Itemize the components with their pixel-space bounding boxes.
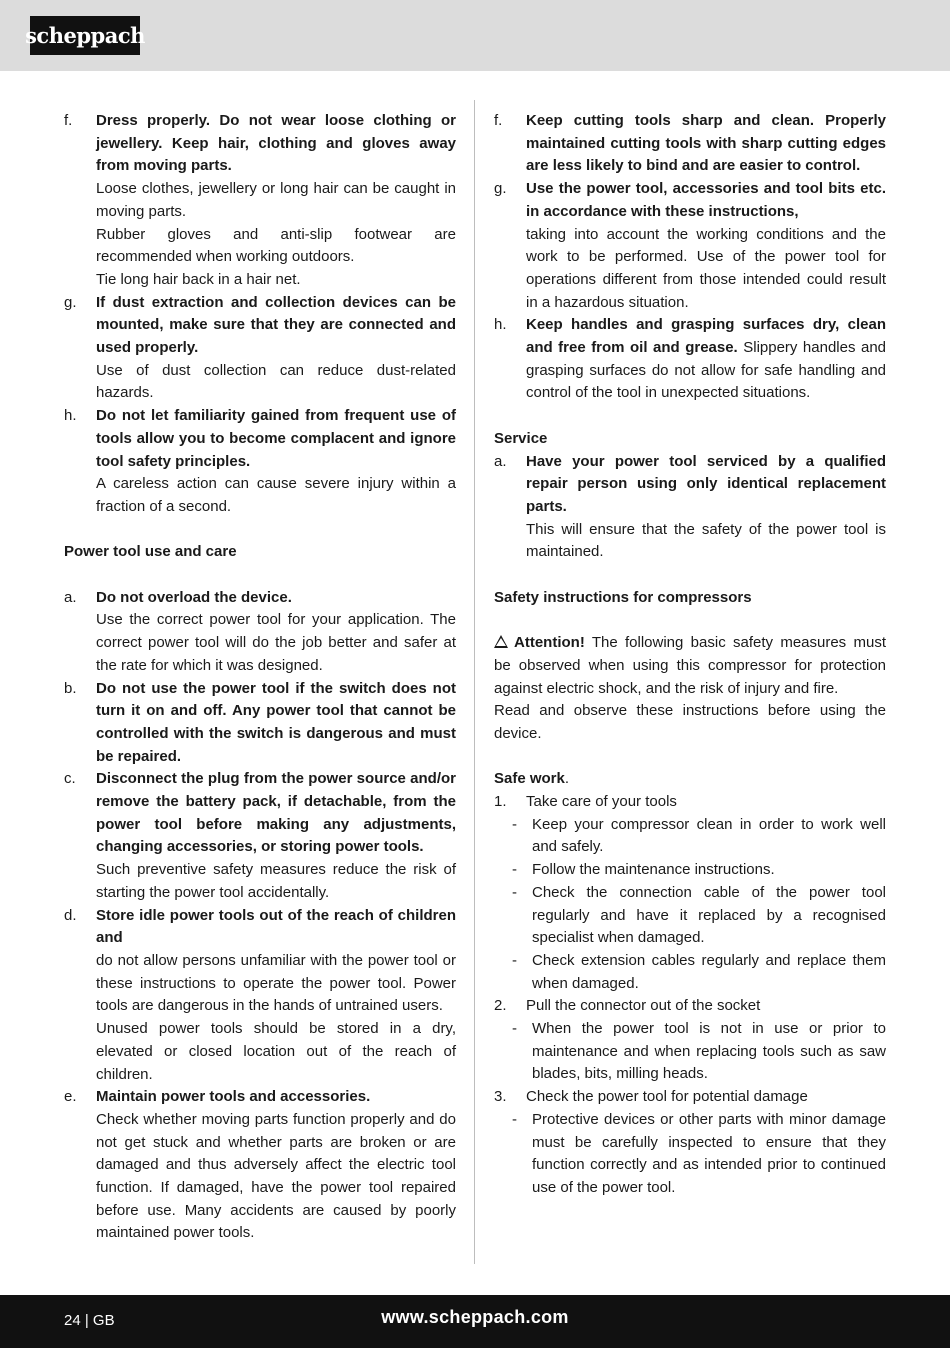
attention-paragraph: Attention! The following basic safety measures must be observed when using this compressor for protection against electric shock, and the risk of injury and fire. — [494, 634, 886, 697]
page-number: 24 | GB — [64, 1312, 115, 1329]
list-item: f. Keep cutting tools sharp and clean. Properly maintained cutting tools with sharp cutting edges are less likely to bind and are easier to control. — [494, 112, 886, 175]
list-item: e. Maintain power tools and accessories. Check whether moving parts function properly and do not get stuck and whether parts are broken or are damaged and thus adversely affect the electric tool function. If damaged, have the power tool repaired before use. Many accidents are caused by poorly maintained power tools. — [64, 1088, 456, 1242]
column-divider — [474, 100, 475, 1264]
list-item: b. Do not use the power tool if the switch does not turn it on and off. Any power tool that cannot be controlled with the switch is dangerous and must be repaired. — [64, 679, 456, 765]
dash-item: - Follow the maintenance instructions. — [512, 861, 775, 879]
dash-item: - Check the connection cable of the power tool regularly and have it replaced by a recognised specialist when damaged. — [512, 883, 886, 947]
list-item: g. If dust extraction and collection devices can be mounted, make sure that they are connected and used properly. Use of dust collection can reduce dust-related hazards. — [64, 293, 456, 402]
compressor-heading: Safety instructions for compressors — [494, 588, 752, 606]
footer-bar — [0, 1295, 950, 1348]
website-link[interactable]: www.scheppach.com — [381, 1307, 569, 1327]
list-item: a. Do not overload the device. Use the correct power tool for your application. The correct power tool will do the job better and safer at the rate for which it was designed. — [64, 588, 456, 674]
safe-work-heading: Safe work. — [494, 770, 570, 788]
numbered-item: 1. Take care of your tools — [494, 793, 677, 811]
numbered-item: 3. Check the power tool for potential damage — [494, 1088, 808, 1106]
list-item: a. Have your power tool serviced by a qualified repair person using only identical replacement parts. This will ensure that the safety of the power tool is maintained. — [494, 452, 886, 561]
section-heading: Power tool use and care — [64, 543, 237, 561]
dash-item: - Keep your compressor clean in order to work well and safely. — [512, 815, 886, 856]
scheppach-logo: scheppach — [30, 16, 140, 55]
list-item: d. Store idle power tools out of the reach of children and do not allow persons unfamiliar with the power tool or these instructions to operate the power tool. Power tools are dangerous in the hands of untrained users. Unused power tools should be stored in a dry, elevated or closed location out of the reach of children. — [64, 906, 456, 1083]
numbered-item: 2. Pull the connector out of the socket — [494, 997, 761, 1015]
list-item: c. Disconnect the plug from the power source and/or remove the battery pack, if detachable, from the power tool before making any adjustments, changing accessories, or storing power tools. Such preventive safety measures reduce the risk of starting the power tool accidentally. — [64, 770, 456, 901]
dash-item: - Check extension cables regularly and replace them when damaged. — [512, 951, 886, 992]
list-item: h. Do not let familiarity gained from frequent use of tools allow you to become complacent and ignore tool safety principles. A careless action can cause severe injury within a fraction of a second. — [64, 407, 456, 515]
left-column — [64, 110, 456, 1245]
read-instructions: Read and observe these instructions before using the device. — [494, 702, 886, 742]
list-item: h. Keep handles and grasping surfaces dry, clean and free from oil and grease. Slippery handles and grasping surfaces do not allow for safe handling and control of the tool in unexpected situations. — [494, 316, 887, 402]
dash-item: - Protective devices or other parts with minor damage must be carefully inspected to ensure that they function correctly and as intended prior to continued use of the power tool. — [512, 1110, 886, 1196]
list-item: f. Dress properly. Do not wear loose clothing or jewellery. Keep hair, clothing and gloves away from moving parts. Loose clothes, jewellery or long hair can be caught in moving parts. Rubber gloves and anti-slip footwear are recommended when working outdoors. Tie long hair back in a hair net. — [64, 112, 456, 288]
header-bar — [0, 0, 950, 71]
warning-triangle-icon — [494, 635, 508, 648]
right-column — [494, 110, 886, 1200]
list-item: g. Use the power tool, accessories and tool bits etc. in accordance with these instructions, taking into account the working conditions and the work to be performed. Use of the power tool for operations different from those intended could result in a hazardous situation. — [494, 180, 886, 311]
service-heading: Service — [494, 429, 548, 447]
dash-item: - When the power tool is not in use or prior to maintenance and when replacing tools such as saw blades, bits, milling heads. — [512, 1020, 886, 1083]
